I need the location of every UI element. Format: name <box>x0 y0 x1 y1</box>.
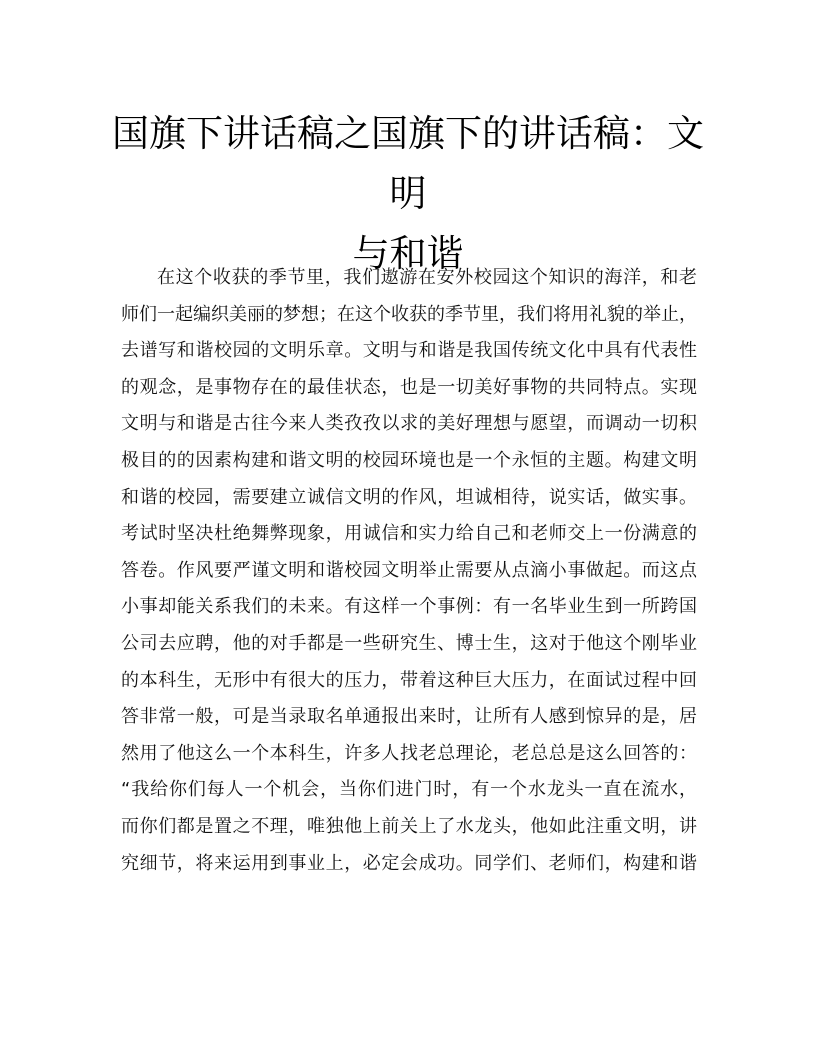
body-line: 的本科生，无形中有很大的压力，带着这种巨大压力，在面试过程中回 <box>121 669 697 691</box>
body-line: “我给你们每人一个机会，当你们进门时，有一个水龙头一直在流水， <box>121 779 697 801</box>
body-line: 的观念，是事物存在的最佳状态，也是一切美好事物的共同特点。实现 <box>121 376 697 398</box>
body-line: 文明与和谐是古往今来人类孜孜以求的美好理想与愿望，而调动一切积 <box>121 413 697 435</box>
body-line: 然用了他这么一个本科生，许多人找老总理论，老总总是这么回答的： <box>121 742 697 764</box>
body-line: 师们一起编织美丽的梦想；在这个收获的季节里，我们将用礼貌的举止， <box>121 303 697 325</box>
body-line: 答非常一般，可是当录取名单通报出来时，让所有人感到惊异的是，居 <box>121 706 697 728</box>
body-line: 在这个收获的季节里，我们遨游在安外校园这个知识的海洋，和老 <box>157 267 697 288</box>
body-line: 去谱写和谐校园的文明乐章。文明与和谐是我国传统文化中具有代表性 <box>121 340 697 362</box>
body-line: 考试时坚决杜绝舞弊现象，用诚信和实力给自己和老师交上一份满意的 <box>121 523 697 545</box>
body-line: 而你们都是置之不理，唯独他上前关上了水龙头，他如此注重文明，讲 <box>121 815 697 837</box>
body-line: 和谐的校园，需要建立诚信文明的作风，坦诚相待，说实话，做实事。 <box>121 486 697 508</box>
body-line: 答卷。作风要严谨文明和谐校园文明举止需要从点滴小事做起。而这点 <box>121 559 697 581</box>
body-paragraph <box>121 260 697 882</box>
title-line: 与和谐 <box>352 232 464 275</box>
title-line: 国旗下讲话稿之国旗下的讲话稿：文明 <box>112 112 704 215</box>
body-line: 公司去应聘，他的对手都是一些研究生、博士生，这对于他这个刚毕业 <box>121 632 697 654</box>
body-line: 究细节，将来运用到事业上，必定会成功。同学们、老师们，构建和谐 <box>121 852 697 874</box>
body-line: 极目的的因素构建和谐文明的校园环境也是一个永恒的主题。构建文明 <box>121 449 697 471</box>
body-line: 小事却能关系我们的未来。有这样一个事例：有一名毕业生到一所跨国 <box>121 596 697 618</box>
document-title <box>110 104 706 284</box>
